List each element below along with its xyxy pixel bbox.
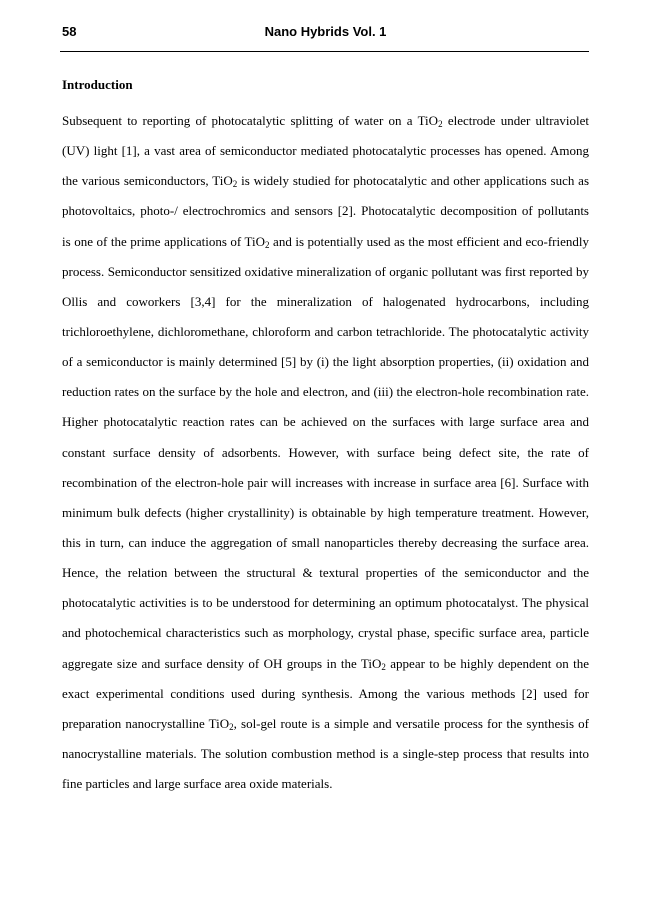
paragraph-line: reduction rates on the surface by the hole and electron, and (iii) the electron-hole recombination rate.	[62, 384, 589, 400]
paragraph-line: photovoltaics, photo-/ electrochromics and sensors [2]. Photocatalytic decomposition of pollutants	[62, 203, 589, 219]
paragraph-line: process. Semiconductor sensitized oxidative mineralization of organic pollutant was first reported by	[62, 263, 589, 279]
section-heading: Introduction	[62, 77, 133, 92]
paragraph-line: exact experimental conditions used during synthesis. Among the various methods [2] used for	[62, 685, 589, 701]
paragraph-line: of a semiconductor is mainly determined [5] by (i) the light absorption properties, (ii) oxidation and	[62, 354, 589, 370]
running-header	[62, 23, 589, 41]
paragraph-line: this in turn, can induce the aggregation of small nanoparticles thereby decreasing the surface area.	[62, 534, 589, 550]
paragraph-line: nanocrystalline materials. The solution combustion method is a single-step process that results into	[62, 745, 589, 761]
paragraph-line-last: fine particles and large surface area oxide materials.	[62, 776, 333, 792]
paragraph-line: is one of the prime applications of TiO$_2$ and is potentially used as the most efficient and eco-friendly	[62, 233, 589, 250]
paragraph-line: minimum bulk defects (higher crystallinity) is obtainable by high temperature treatment. However,	[62, 504, 589, 520]
paragraph-line: the various semiconductors, TiO$_2$ is widely studied for photocatalytic and other applications such as	[62, 173, 590, 190]
header-divider	[60, 51, 589, 52]
paragraph-line: Higher photocatalytic reaction rates can be achieved on the surfaces with large surface area and	[62, 414, 589, 430]
paragraph-line: constant surface density of adsorbents. However, with surface being defect site, the rate of	[62, 444, 589, 460]
paragraph-line: preparation nanocrystalline TiO$_2$, sol-gel route is a simple and versatile process for the synthesis of	[62, 715, 589, 732]
paragraph-line: and photochemical characteristics such as morphology, crystal phase, specific surface area, particle	[62, 625, 589, 641]
subscript: 2	[229, 721, 234, 732]
paragraph-line: photocatalytic activities is to be understood for determining an optimum photocatalyst. The physical	[62, 595, 589, 611]
paragraph-line: Hence, the relation between the structural & textural properties of the semiconductor and the	[62, 565, 589, 581]
paragraph-line: recombination of the electron-hole pair will increases with increase in surface area [6]. Surface with	[62, 474, 589, 490]
journal-title: Nano Hybrids Vol. 1	[264, 24, 387, 39]
subscript: 2	[265, 239, 270, 250]
paragraph-line: aggregate size and surface density of OH groups in the TiO$_2$ appear to be highly dependent on the	[62, 655, 589, 672]
paragraph-line: (UV) light [1], a vast area of semiconductor mediated photocatalytic processes has opened. Among	[62, 143, 589, 159]
paragraph-line: Subsequent to reporting of photocatalytic splitting of water on a TiO$_2$ electrode under ultraviolet	[62, 113, 589, 129]
subscript: 2	[438, 119, 443, 129]
paragraph-line: Ollis and coworkers [3,4] for the mineralization of halogenated hydrocarbons, including	[62, 293, 589, 309]
subscript: 2	[232, 179, 238, 190]
introduction-paragraph	[62, 106, 589, 799]
page-number: 58	[62, 24, 77, 39]
subscript: 2	[381, 661, 386, 672]
paragraph-line: trichloroethylene, dichloromethane, chloroform and carbon tetrachloride. The photocatalytic activity	[62, 323, 589, 339]
